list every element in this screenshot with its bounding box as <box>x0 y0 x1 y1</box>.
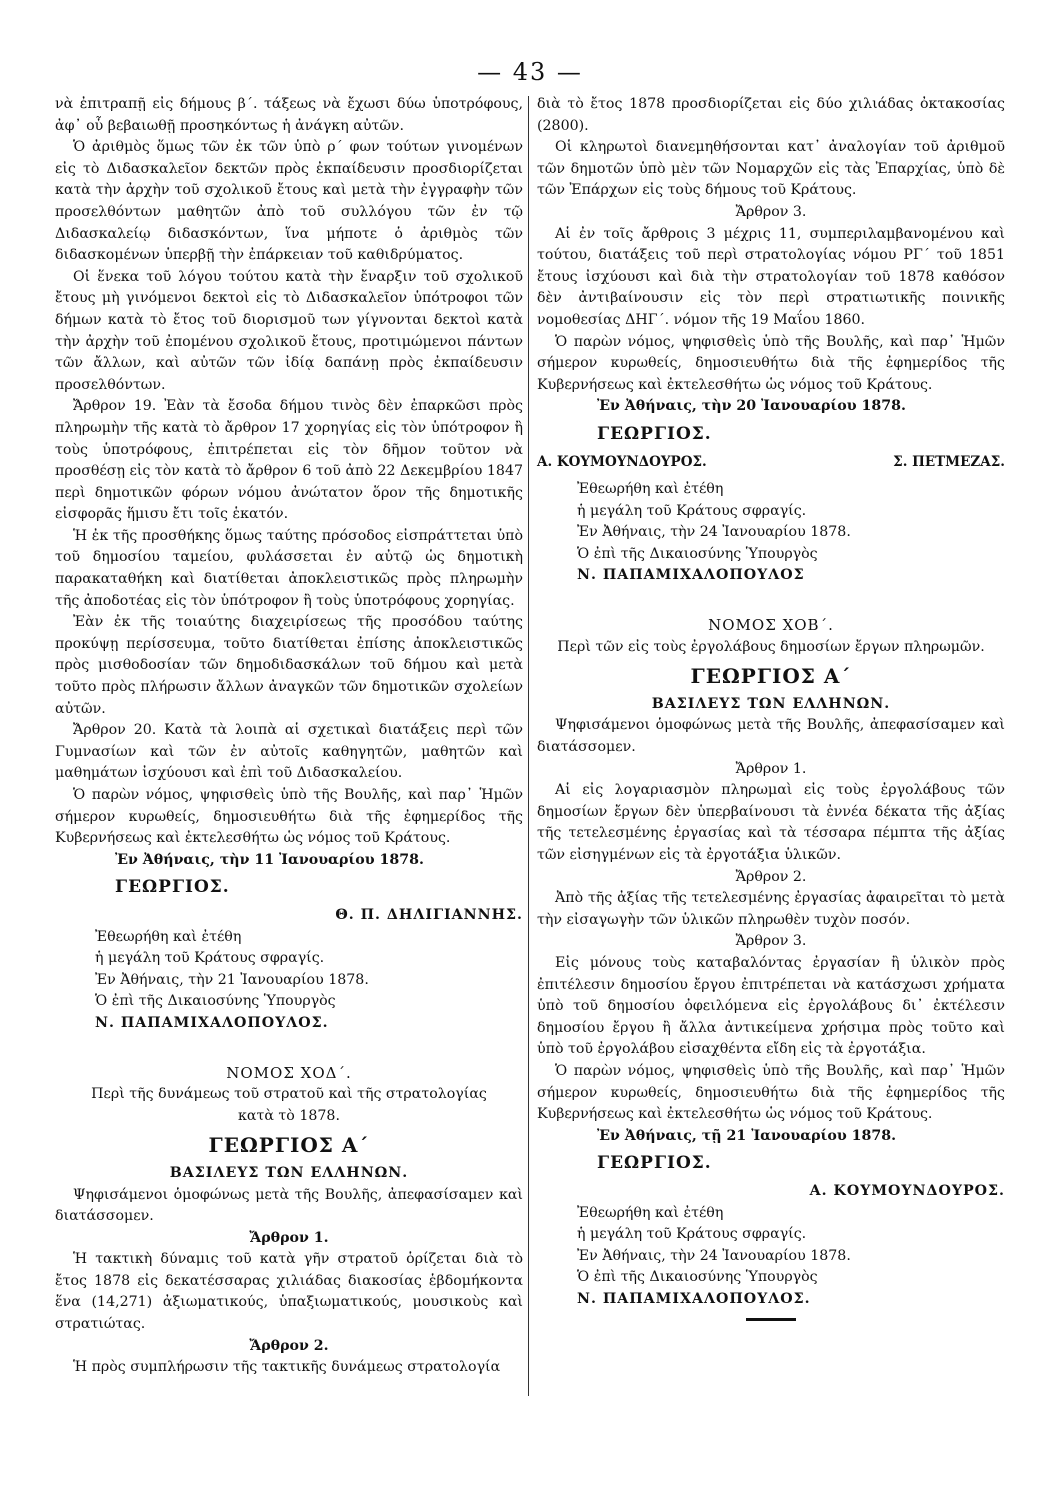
enactment-clause: Ὁ παρὼν νόμος, ψηφισθεὶς ὑπὸ τῆς Βουλῆς, καὶ παρ᾽ Ἡμῶν σήμερον κυρωθείς, δημοσιευθήτω διὰ τῆς ἐφημερίδος τῆς Κυβερνήσεως καὶ ἐκτελεσθήτω ὡς νόμος τοῦ Κράτους. <box>537 1062 1005 1123</box>
paragraph: Οἱ κληρωτοὶ διανεμηθήσονται κατ᾽ ἀναλογίαν τοῦ ἀριθμοῦ τῶν δημοτῶν ὑπὸ μὲν τῶν Νομαρχῶν εἰς τὰς Ἐπαρχίας, ὑπὸ δὲ τῶν Ἐπάρχων εἰς τοὺς δήμους τοῦ Κράτους. <box>537 139 1005 199</box>
date: Ἐν Ἀθήναις, τὴν 24 Ἰανουαρίου 1878. <box>577 524 851 541</box>
date: Ἐν Ἀθήναις, τὴν 24 Ἰανουαρίου 1878. <box>577 1247 851 1264</box>
article-heading: Ἄρθρον 2. <box>249 1337 329 1354</box>
seal-line: ἡ μεγάλη τοῦ Κράτους σφραγίς. <box>577 502 807 519</box>
seal-line: ἡ μεγάλη τοῦ Κράτους σφραγίς. <box>577 1226 807 1243</box>
justice-minister-title: Ὁ ἐπὶ τῆς Δικαιοσύνης Ὑπουργὸς <box>577 1269 818 1286</box>
minister-signature: Α. ΚΟΥΜΟΥΝΔΟΥΡΟΣ. <box>809 1182 1005 1199</box>
justice-minister-name: Ν. ΠΑΠΑΜΙΧΑΛΟΠΟΥΛΟΣ. <box>577 1290 811 1307</box>
seal-line: ἡ μεγάλη τοῦ Κράτους σφραγίς. <box>95 950 325 967</box>
date: Ἐν Ἀθήναις, τὴν 21 Ἰανουαρίου 1878. <box>95 971 369 988</box>
king-title: ΓΕΩΡΓΙΟΣ Α΄ <box>690 664 852 689</box>
article-text: Αἱ εἰς λογαριασμὸν πληρωμαὶ εἰς τοὺς ἐργολάβους τῶν δημοσίων ἔργων δὲν ὑπερβαίνουσι τὰ ἐννέα δέκατα τῆς ἀξίας τῆς τετελεσμένης ἐργασίας καὶ τὰ τέσσαρα πέμπτα τῆς ἀξίας τῶν εἰσηγμένων εἰς τὰ ἐργοτάξια ὑλικῶν. <box>537 782 1005 863</box>
justice-minister-title: Ὁ ἐπὶ τῆς Δικαιοσύνης Ὑπουργὸς <box>95 993 336 1010</box>
enactment-clause: Ὁ παρὼν νόμος, ψηφισθεὶς ὑπὸ τῆς Βουλῆς, καὶ παρ᾽ Ἡμῶν σήμερον κυρωθείς, δημοσιευθήτω διὰ τῆς ἐφημερίδος τῆς Κυβερνήσεως καὶ ἐκτελεσθήτω ὡς νόμος τοῦ Κράτους. <box>537 333 1005 393</box>
seal-line: Ἐθεωρήθη καὶ ἐτέθη <box>577 1204 724 1221</box>
paragraph: διὰ τὸ ἔτος 1878 προσδιορίζεται εἰς δύο χιλιάδας ὀκτακοσίας (2800). <box>537 96 1005 134</box>
justice-minister-name: Ν. ΠΑΠΑΜΙΧΑΛΟΠΟΥΛΟΣ <box>577 567 805 584</box>
decree-clause: Ψηφισάμενοι ὁμοφώνως μετὰ τῆς Βουλῆς, ἀπεφασίσαμεν καὶ διατάσσομεν. <box>537 717 1005 756</box>
king-subtitle: ΒΑΣΙΛΕΥΣ ΤΩΝ ΕΛΛΗΝΩΝ. <box>169 1164 409 1181</box>
article-heading: Ἄρθρον 1. <box>735 760 807 777</box>
king-title: ΓΕΩΡΓΙΟΣ Α΄ <box>208 1133 370 1158</box>
left-column <box>55 94 523 1379</box>
article-text: Ἡ πρὸς συμπλήρωσιν τῆς τακτικῆς δυνάμεως στρατολογία <box>73 1359 501 1376</box>
law-title: ΝΟΜΟΣ ΧΟΔ΄. <box>226 1063 352 1082</box>
article-19: Ἄρθρον 19. Ἐὰν τὰ ἔσοδα δήμου τινὸς δὲν ἐπαρκῶσι πρὸς πληρωμὴν τῆς κατὰ τὸ ἄρθρον 17 χορηγίας εἰς τὸν ὑπότροφον ἢ τοὺς ὑποτρόφους, ἐπιτρέπεται εἰς τὸν δῆμον τοῦτον νὰ προσθέσῃ εἰς τὸν κατὰ τὸ ἄρθρον 6 τοῦ ἀπὸ 22 Δεκεμβρίου 1847 περὶ δημοτικῶν φόρων νόμου ἀνώτατον ὅρον τῆς δημοτικῆς εἰσφορᾶς ἥμισυ ἔτι τοῖς ἑκατόν. <box>55 398 523 523</box>
minister-signature: Θ. Π. ΔΗΛΙΓΙΑΝΝΗΣ. <box>335 906 523 923</box>
law-title: ΝΟΜΟΣ ΧΟΒ΄. <box>708 616 834 635</box>
minister-signatures <box>537 452 1005 474</box>
page-number: — 43 — <box>477 58 583 86</box>
article-20: Ἄρθρον 20. Κατὰ τὰ λοιπὰ αἱ σχετικαὶ διατάξεις περὶ τῶν Γυμνασίων καὶ τῶν ἐν αὐτοῖς καθηγητῶν, μαθητῶν καὶ μαθημάτων ἰσχύουσι καὶ ἐπὶ τοῦ Διδασκαλείου. <box>55 722 523 782</box>
paragraph: Ἐὰν ἐκ τῆς τοιαύτης διαχειρίσεως τῆς προσόδου ταύτης προκύψῃ περίσσευμα, τοῦτο διατίθεται ἐπίσης ἀποκλειστικῶς πρὸς μισθοδοσίαν τῶν δημοδιδασκάλων τοῦ δήμου καὶ μετὰ τοῦτο πρὸς πλήρωσιν ἄλλων ἀναγκῶν τῶν δημοτικῶν σχολείων αὐτῶν. <box>55 614 523 717</box>
enactment-clause: Ὁ παρὼν νόμος, ψηφισθεὶς ὑπὸ τῆς Βουλῆς, καὶ παρ᾽ Ἡμῶν σήμερον κυρωθείς, δημοσιευθήτω διὰ τῆς ἐφημερίδος τῆς Κυβερνήσεως καὶ ἐκτελεσθήτω ὡς νόμος τοῦ Κράτους. <box>55 787 523 847</box>
minister-signature: Α. ΚΟΥΜΟΥΝΔΟΥΡΟΣ. <box>537 453 707 470</box>
law-subtitle: Περὶ τῶν εἰς τοὺς ἐργολάβους δημοσίων ἔργων πληρωμῶν. <box>557 638 985 655</box>
right-column <box>537 94 1005 1321</box>
king-signature: ΓΕΩΡΓΙΟΣ. <box>597 1153 712 1174</box>
justice-minister-name: Ν. ΠΑΠΑΜΙΧΑΛΟΠΟΥΛΟΣ. <box>95 1014 329 1031</box>
seal-line: Ἐθεωρήθη καὶ ἐτέθη <box>95 928 242 945</box>
article-text: Ἡ τακτικὴ δύναμις τοῦ κατὰ γῆν στρατοῦ ὁρίζεται διὰ τὸ ἔτος 1878 εἰς δεκατέσσαρας χιλιάδας διακοσίας ἑβδομήκοντα ἕνα (14,271) ἀξιωματικούς, ὑπαξιωματικούς, μουσικοὺς καὶ στρατιώτας. <box>55 1251 523 1333</box>
column-divider <box>528 96 529 1396</box>
article-text: Ἀπὸ τῆς ἀξίας τῆς τετελεσμένης ἐργασίας ἀφαιρεῖται τὸ μετὰ τὴν εἰσαγωγὴν τῶν ὑλικῶν πληρωθὲν τυχὸν ποσόν. <box>537 890 1005 928</box>
paragraph: Ὁ ἀριθμὸς ὅμως τῶν ἐκ τῶν ὑπὸ ρ΄ φων τούτων γινομένων εἰς τὸ Διδασκαλεῖον δεκτῶν πρὸς ἐκπαίδευσιν προσδιορίζεται κατὰ τὴν ἀρχὴν τοῦ σχολικοῦ ἔτους καὶ μετὰ τὴν ἐγγραφὴν τῶν προσελθόντων μαθητῶν ἀπὸ τοῦ συλλόγου τῶν ἐν τῷ Διδασκαλείῳ διδασκόντων, ἵνα μήποτε ὁ ἀριθμὸς τῶν διδασκομένων ὑπερβῇ τὴν ἐπάρκειαν τοῦ καθιδρύματος. <box>55 139 523 264</box>
minister-signature: Σ. ΠΕΤΜΕΖΑΣ. <box>893 453 1005 470</box>
law-subtitle: Περὶ τῆς δυνάμεως τοῦ στρατοῦ καὶ τῆς στρατολογίας <box>91 1086 487 1103</box>
article-heading: Ἄρθρον 2. <box>735 868 807 885</box>
law-subtitle: κατὰ τὸ 1878. <box>238 1107 340 1124</box>
paragraph: Ἡ ἐκ τῆς προσθήκης ὅμως ταύτης πρόσοδος εἰσπράττεται ὑπὸ τοῦ δημοσίου ταμείου, φυλάσσεται ἐν αὐτῷ ὡς δημοτικὴ παρακαταθήκη καὶ διατίθεται ἀποκλειστικῶς πρὸς πληρωμὴν τῆς ἀποδοτέας εἰς τὸν ὑπότροφον ἢ τοὺς ὑποτρόφους χορηγίας. <box>55 527 523 609</box>
king-signature: ΓΕΩΡΓΙΟΣ. <box>597 423 712 444</box>
article-heading: Ἄρθρον 3. <box>735 933 807 950</box>
date: Ἐν Ἀθήναις, τὴν 20 Ἰανουαρίου 1878. <box>597 398 906 415</box>
article-text: Αἱ ἐν τοῖς ἄρθροις 3 μέχρις 11, συμπεριλαμβανομένου καὶ τούτου, διατάξεις τοῦ περὶ στρατολογίας νόμου ΡΓ΄ τοῦ 1851 ἔτους ἰσχύουσι καὶ διὰ τὴν στρατολογίαν τοῦ 1878 καθόσον δὲν ἀντιβαίνουσιν εἰς τὸν περὶ στρατιωτικῆς ποινικῆς νομοθεσίας ΔΗΓ΄. νόμον τῆς 19 Μαΐου 1860. <box>537 225 1005 328</box>
date: Ἐν Ἀθήναις, τὴν 11 Ἰανουαρίου 1878. <box>115 851 424 868</box>
king-signature: ΓΕΩΡΓΙΟΣ. <box>115 877 230 898</box>
end-rule <box>746 1318 796 1321</box>
paragraph: Οἱ ἕνεκα τοῦ λόγου τούτου κατὰ τὴν ἔναρξιν τοῦ σχολικοῦ ἔτους μὴ γινόμενοι δεκτοὶ εἰς τὸ Διδασκαλεῖον ὑπότροφοι τῶν δήμων κατὰ τὸ ἔτος τοῦ διορισμοῦ των γίγνονται δεκτοὶ κατὰ τὴν ἀρχὴν τοῦ ἐπομένου σχολικοῦ ἔτους, προτιμώμενοι πάντων τῶν ἄλλων, καὶ αὐτῶν τῶν ἰδίᾳ δαπάνῃ πρὸς ἐκπαίδευσιν προσελθόντων. <box>55 268 523 393</box>
justice-minister-title: Ὁ ἐπὶ τῆς Δικαιοσύνης Ὑπουργὸς <box>577 545 818 562</box>
seal-line: Ἐθεωρήθη καὶ ἐτέθη <box>577 481 724 498</box>
king-subtitle: ΒΑΣΙΛΕΥΣ ΤΩΝ ΕΛΛΗΝΩΝ. <box>651 695 891 712</box>
decree-clause: Ψηφισάμενοι ὁμοφώνως μετὰ τῆς Βουλῆς, ἀπεφασίσαμεν καὶ διατάσσομεν. <box>55 1186 523 1225</box>
article-heading: Ἄρθρον 1. <box>249 1229 329 1246</box>
article-heading: Ἄρθρον 3. <box>735 203 807 220</box>
date: Ἐν Ἀθήναις, τῇ 21 Ἰανουαρίου 1878. <box>597 1127 897 1144</box>
article-text: Εἰς μόνους τοὺς καταβαλόντας ἐργασίαν ἢ ὑλικὸν πρὸς ἐπιτέλεσιν δημοσίου ἔργου ἐπιτρέπεται νὰ κατάσχωσι χρήματα ὑπὸ τοῦ δημοσίου ὀφειλόμενα εἰς ἐργολάβους δι᾽ ἐκτέλεσιν δημοσίου ἔργου ἢ ἄλλα ἀντικείμενα χρήσιμα πρὸς τοῦτο καὶ ὑπὸ τοῦ ἐργολάβου εἰσαχθέντα εἴδη εἰς τὰ ἐργοτάξια. <box>537 954 1005 1058</box>
paragraph: νὰ ἐπιτραπῇ εἰς δήμους β΄. τάξεως νὰ ἔχωσι δύω ὑποτρόφους, ἀφ᾽ οὗ βεβαιωθῇ προσηκόντως ἡ ἀνάγκη αὐτῶν. <box>55 96 523 134</box>
